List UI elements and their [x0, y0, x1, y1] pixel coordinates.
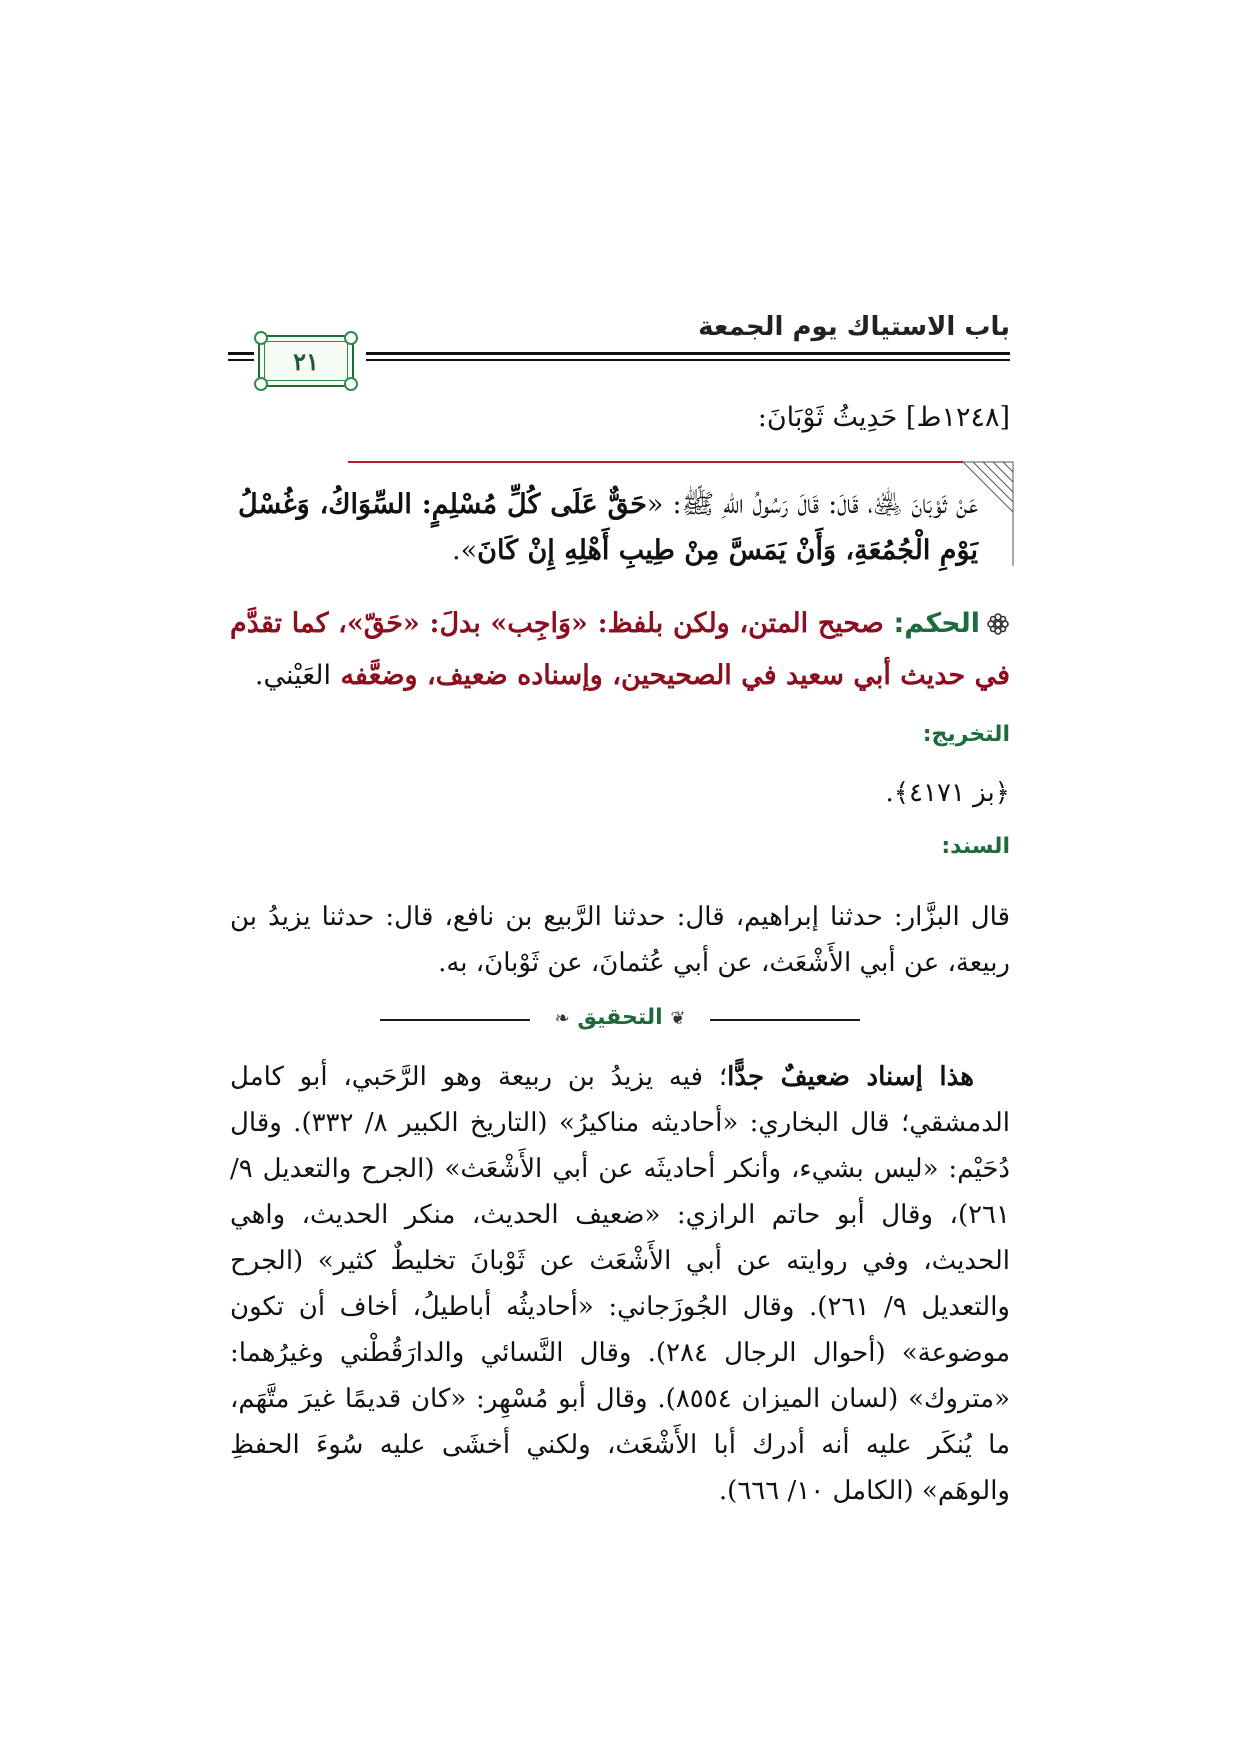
tahqiq-heading: التحقيق	[577, 1005, 663, 1030]
hadith-matn: حَقٌّ عَلَى كُلِّ مُسْلِمٍ: السِّوَاكُ، وَغُسْلُ يَوْمِ الْجُمُعَةِ، وَأَنْ يَمَسَّ مِنْ طِيبِ أَهْلِهِ إِنْ كَانَ	[238, 489, 978, 566]
tahqiq-body: ؛ فيه يزيدُ بن ربيعة وهو الرَّحَبي، أبو كامل الدمشقي؛ قال البخاري: «أحاديثه مناكيرُ» (التاريخ الكبير ٨/ ٣٣٢). وقال دُحَيْم: «ليس بشيء، وأنكر أحاديثَه عن أبي الأَشْعَث» (الجرح والتعديل ٩/ ٢٦١)، وقال أبو حاتم الرازي: «ضعيف الحديث، منكر الحديث، واهي الحديث، وفي روايته عن أبي الأَشْعَث عن ثَوْبانَ تخليطٌ كثير» (الجرح والتعديل ٩/ ٢٦١). وقال الجُوزَجاني: «أحاديثُه أباطيلُ، أخاف أن تكون موضوعة» (أحوال الرجال ٢٨٤). وقال النَّسائي والدارَقُطْني وغيرُهما: «متروك» (لسان الميزان ٨٥٥٤). وقال أبو مُسْهِر: «كان قديمًا غيرَ متَّهَم، ما يُنكَر عليه أنه أدرك أبا الأَشْعَث، ولكني أخشَى عليه سُوءَ الحفظِ والوهَم» (الكامل ١٠/ ٦٦٦).	[230, 1062, 1010, 1506]
ruling-text: صحيح المتن، ولكن بلفظ: «وَاجِب» بدلَ: «حَقّ»، كما تقدَّم في حديث أبي سعيد في الصحيحين، وإسناده ضعيف، وضعَّفه	[230, 608, 1010, 691]
ruling-paragraph	[230, 598, 1010, 702]
ornament-left-icon: ❧	[554, 1008, 570, 1029]
sanad-text: قال البزَّار: حدثنا إبراهيم، قال: حدثنا الرَّبيع بن نافع، قال: حدثنا يزيدُ بن ربيعة، عن أبي الأَشْعَث، عن أبي عُثمانَ، عن ثَوْبانَ، به.	[230, 902, 1010, 978]
flower-ornament-icon	[986, 612, 1010, 636]
hadith-intro: عَنْ ثَوْبَانَ ﵁، قَالَ: قَالَ رَسُولُ اللهِ ﷺ: «	[646, 489, 979, 520]
sanad-heading: السند:	[941, 834, 1010, 859]
ruling-trailing: العَيْني.	[254, 660, 332, 691]
header-rule-left-thin	[228, 359, 254, 361]
ornament-right-icon: ❦	[670, 1008, 686, 1029]
chapter-title: باب الاستياك يوم الجمعة	[698, 312, 1010, 342]
header-rule-left	[228, 352, 254, 355]
page-number-frame	[258, 335, 354, 387]
section-title: [١٢٤٨ط] حَدِيثُ ثَوْبَانَ:	[757, 402, 1010, 433]
page-number: ٢١	[293, 346, 319, 376]
tahqiq-lead: هذا إسناد ضعيفٌ جدًّا	[727, 1062, 974, 1092]
tahqiq-text	[230, 1054, 1010, 1514]
takhrij-heading: التخريج:	[922, 722, 1010, 747]
header-rule-right-thin	[366, 359, 1010, 361]
tahqiq-divider	[380, 1005, 860, 1035]
hadith-closing: ».	[452, 535, 478, 566]
hadith-text	[238, 482, 978, 574]
takhrij-reference: ﴿بز ٤١٧١﴾.	[885, 778, 1010, 808]
ruling-label: الحكم:	[893, 608, 980, 639]
header-rule-right	[366, 352, 1010, 355]
